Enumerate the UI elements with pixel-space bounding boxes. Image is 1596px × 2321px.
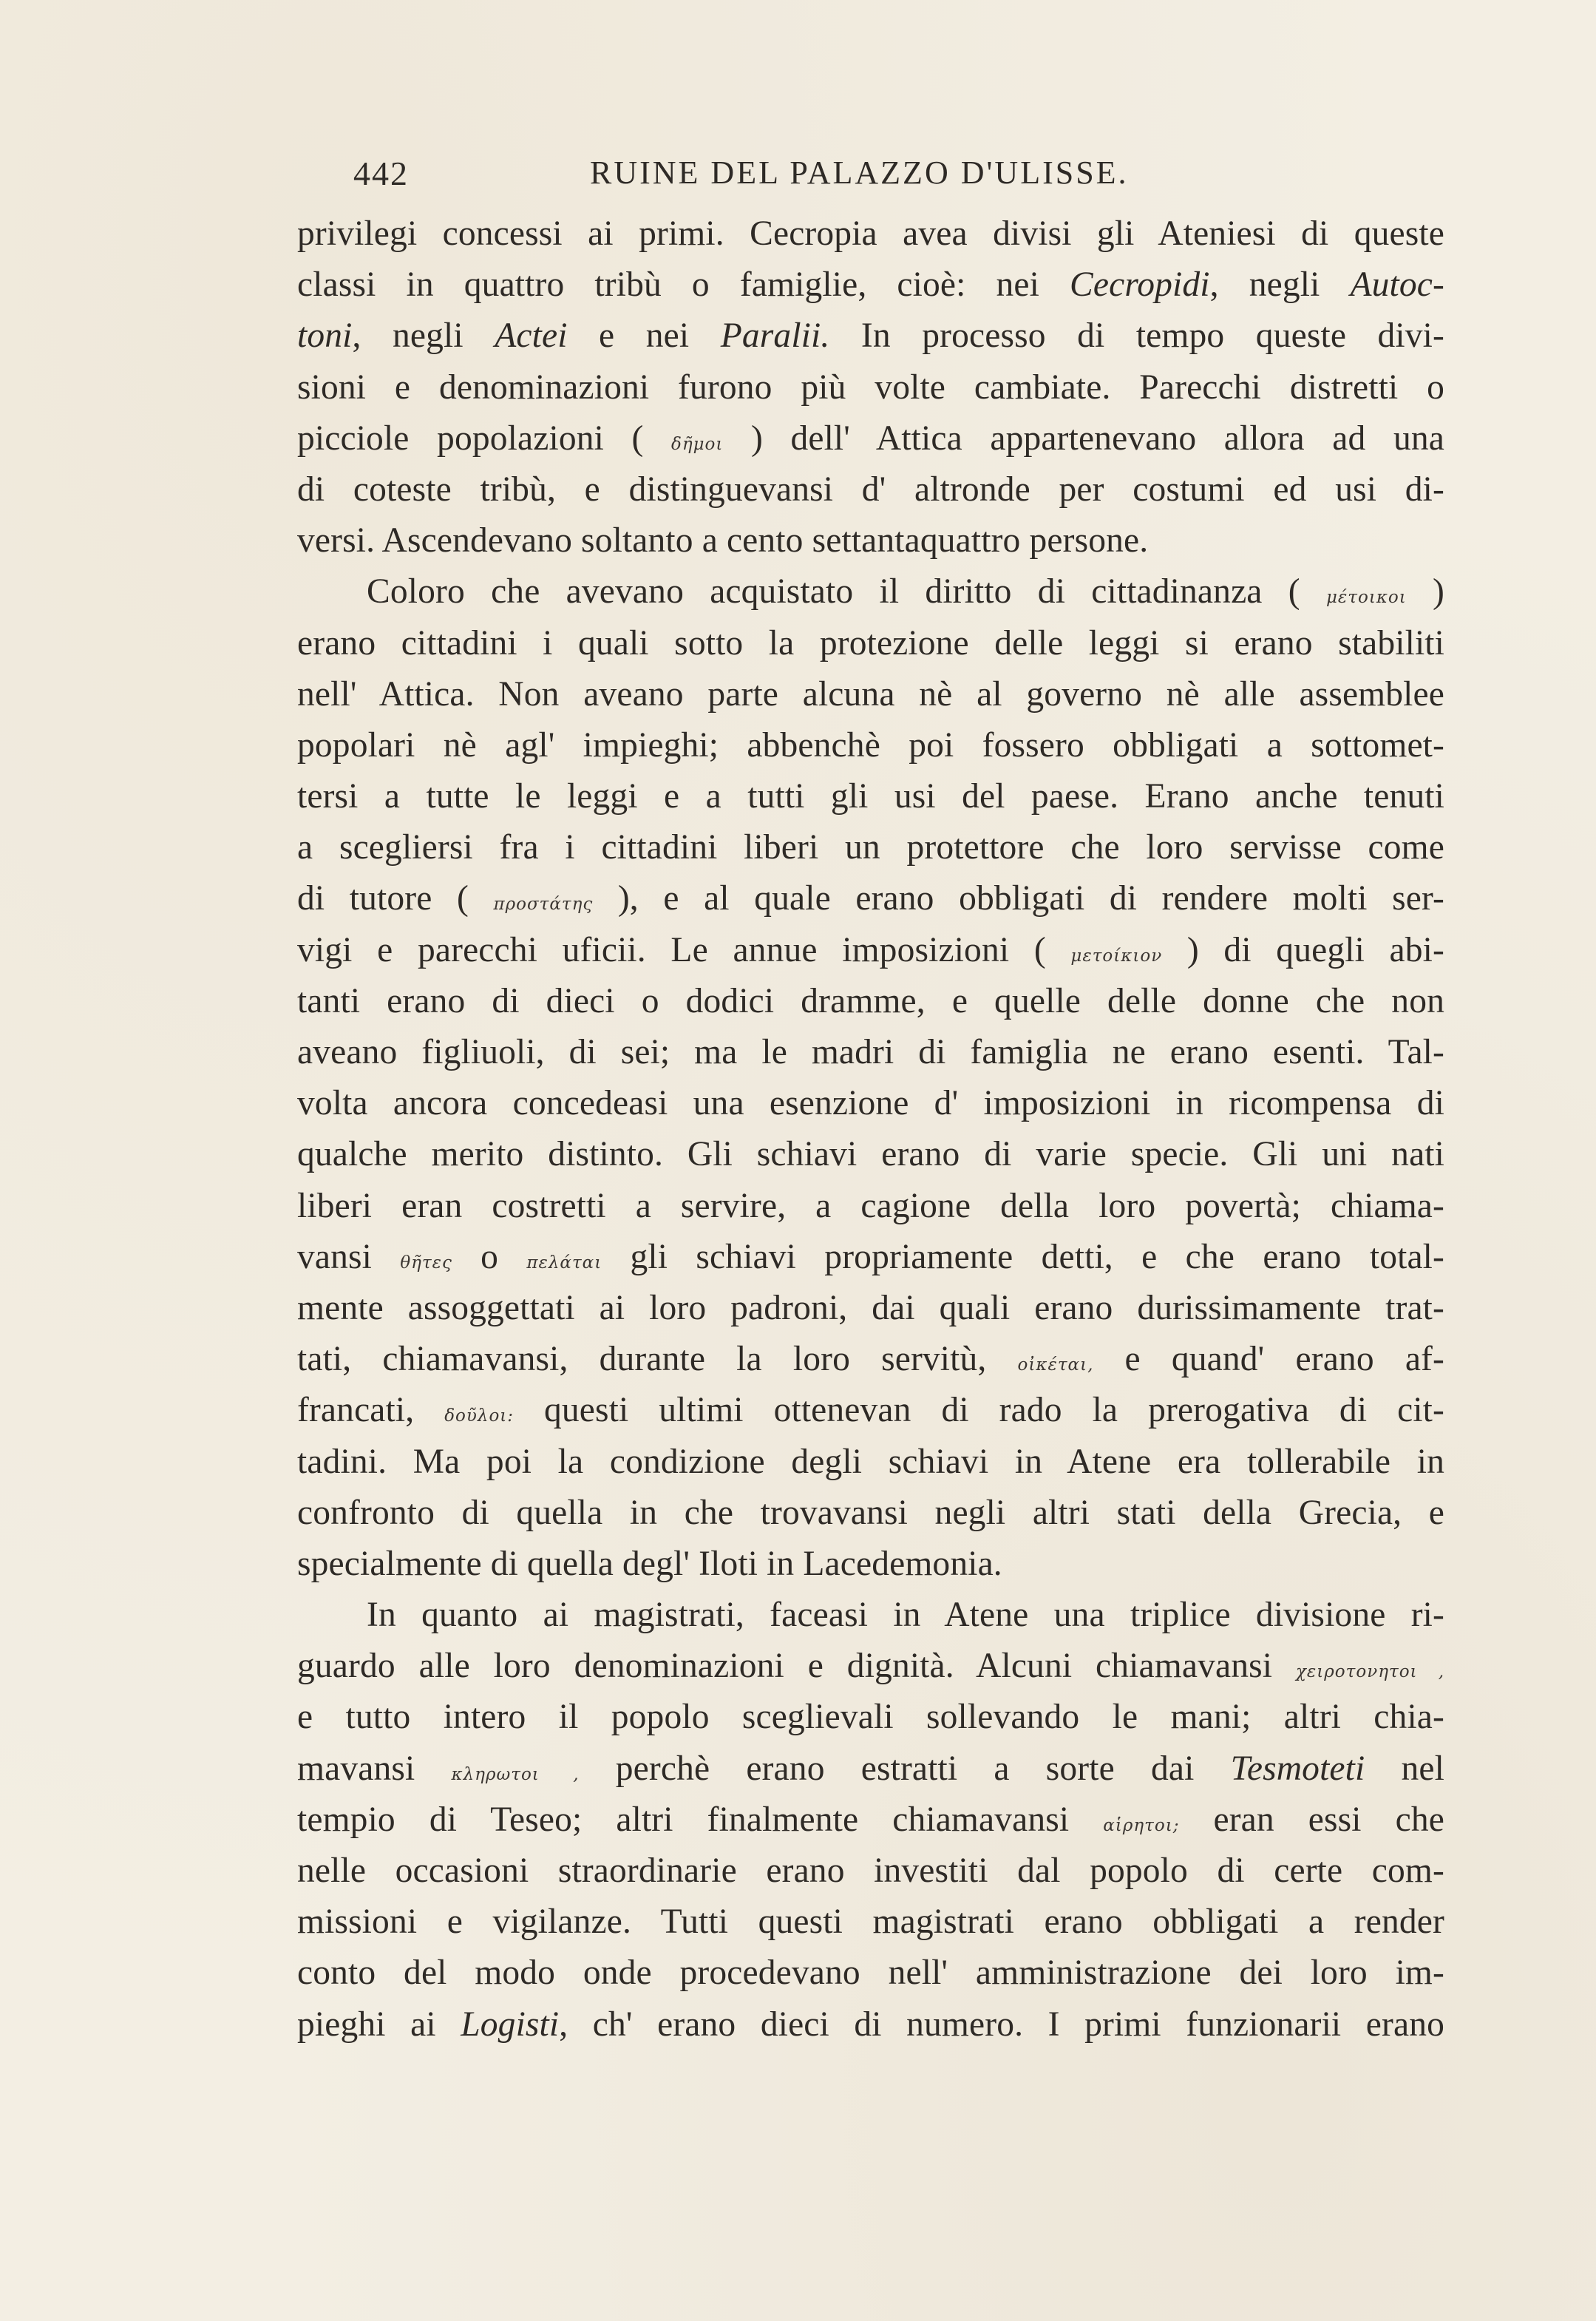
text-run: qualche merito distinto. Gli schiavi erano di varie specie. Gli uni nati [297, 1135, 1444, 1174]
text-line [297, 720, 1444, 771]
text-run: tersi a tutte le leggi e a tutti gli usi del paese. Erano anche tenuti [297, 777, 1444, 816]
text-run: guardo alle loro denominazioni e dignità. Alcuni chiamavansi [297, 1647, 1296, 1686]
text-run: nell' Attica. Non aveano parte alcuna nè al governo nè alle assemblee [297, 674, 1444, 714]
text-run: conto del modo onde procedevano nell' amministrazione dei loro im- [297, 1954, 1444, 1993]
text-line [297, 464, 1444, 515]
text-run: versi. Ascendevano soltanto a cento settantaquattro persone. [297, 521, 1149, 560]
greek-term: δοῦλοι: [444, 1406, 515, 1426]
text-run: mente assoggettati ai loro padroni, dai quali erano durissimamente trat- [297, 1288, 1444, 1327]
text-line [297, 976, 1444, 1027]
text-line [297, 1488, 1444, 1539]
greek-term: χειροτονητοι , [1295, 1662, 1445, 1682]
text-line [297, 362, 1444, 413]
greek-term: οἰκέται, [1017, 1355, 1094, 1375]
text-run: Coloro che avevano acquistato il diritto di cittadinanza ( [367, 572, 1326, 611]
greek-term: προστάτης [493, 895, 594, 915]
running-title: RUINE DEL PALAZZO D'ULISSE. [590, 155, 1129, 191]
text-line [297, 413, 1444, 464]
greek-term: πελάται [526, 1253, 602, 1273]
greek-term: κληρωτοι , [451, 1764, 580, 1784]
text-line [297, 1181, 1444, 1232]
text-run: gli schiavi propriamente detti, e che erano total- [602, 1237, 1444, 1276]
text-run: e tutto intero il popolo sceglievali sollevando le mani; altri chia- [297, 1698, 1444, 1737]
page-header [353, 154, 1480, 206]
text-run: picciole popolazioni ( [297, 419, 671, 458]
text-line [297, 1078, 1444, 1129]
text-run: missioni e vigilanze. Tutti questi magistrati erano obbligati a render [297, 1902, 1444, 1942]
text-line [297, 822, 1444, 873]
text-line [297, 1744, 1444, 1795]
text-run: tati, chiamavansi, durante la loro servitù, [297, 1340, 1018, 1379]
text-line [297, 1437, 1444, 1488]
text-line [297, 1027, 1444, 1078]
text-line [297, 260, 1444, 311]
text-run: nel [1365, 1749, 1444, 1788]
text-line [297, 669, 1444, 720]
text-run: tempio di Teseo; altri finalmente chiamavansi [297, 1800, 1104, 1839]
text-run: erano cittadini i quali sotto la protezione delle leggi si erano stabiliti [297, 623, 1444, 663]
text-line [297, 1948, 1444, 1999]
greek-term: δῆμοι [670, 434, 724, 454]
text-line [297, 1692, 1444, 1743]
text-line [297, 1232, 1444, 1283]
text-run: ) di quegli abi- [1162, 930, 1444, 969]
text-run: In quanto ai magistrati, faceasi in Atene una triplice divisione ri- [367, 1596, 1444, 1635]
text-run: popolari nè agl' impieghi; abbenchè poi fossero obbligati a sottomet- [297, 725, 1444, 765]
text-run: privilegi concessi ai primi. Cecropia avea divisi gli Ateniesi di queste [297, 214, 1444, 253]
text-line [297, 873, 1444, 924]
text-run: perchè erano estratti a sorte dai [579, 1749, 1231, 1788]
italic-term: Cecropidi [1070, 265, 1210, 305]
italic-term: toni [297, 316, 353, 356]
text-run: e quand' erano af- [1093, 1340, 1444, 1379]
text-line [297, 209, 1444, 260]
text-run: mavansi [297, 1749, 452, 1788]
text-run: tanti erano di dieci o dodici dramme, e quelle delle donne che non [297, 981, 1444, 1020]
text-run: , ch' erano dieci di numero. I primi funzionarii erano [559, 2005, 1444, 2044]
text-run: specialmente di quella degl' Iloti in Lacedemonia. [297, 1544, 1002, 1583]
text-line [297, 1897, 1444, 1948]
text-line [297, 1283, 1444, 1334]
text-run: nelle occasioni straordinarie erano investiti dal popolo di certe com- [297, 1851, 1444, 1890]
text-run: classi in quattro tribù o famiglie, cioè: nei [297, 265, 1070, 305]
text-run: questi ultimi ottenevan di rado la prerogativa di cit- [514, 1391, 1444, 1430]
text-run: aveano figliuoli, di sei; ma le madri di famiglia ne erano esenti. Tal- [297, 1033, 1444, 1071]
text-run: confronto di quella in che trovavansi negli altri stati della Grecia, e [297, 1493, 1444, 1532]
text-run: a scegliersi fra i cittadini liberi un protettore che loro servisse come [297, 828, 1444, 867]
text-line [297, 1539, 1444, 1590]
text-run: liberi eran costretti a servire, a cagione della loro povertà; chiama- [297, 1186, 1444, 1225]
text-line [297, 1641, 1444, 1692]
text-run: , negli [352, 316, 495, 356]
text-line [297, 618, 1444, 669]
text-run: ) [1406, 572, 1444, 611]
text-line [297, 1590, 1444, 1641]
italic-term: Paralii. [720, 316, 830, 356]
page-number: 442 [353, 155, 409, 192]
text-run: tadini. Ma poi la condizione degli schiavi in Atene era tollerabile in [297, 1442, 1444, 1481]
text-run: o [452, 1237, 527, 1276]
text-run: vansi [297, 1237, 401, 1276]
greek-term: θῆτες [400, 1253, 452, 1273]
text-line [297, 771, 1444, 822]
greek-term: μετοίκιον [1070, 946, 1163, 966]
text-run: e nei [567, 316, 721, 356]
italic-term: Actei [495, 316, 568, 356]
text-run: , negli [1209, 265, 1351, 305]
text-line [297, 1846, 1444, 1897]
text-line [297, 1334, 1444, 1385]
text-run: In processo di tempo queste divi- [829, 316, 1444, 356]
text-line [297, 566, 1444, 617]
text-line [297, 1129, 1444, 1180]
text-run: eran essi che [1179, 1800, 1444, 1839]
text-run: volta ancora concedeasi una esenzione d' imposizioni in ricompensa di [297, 1084, 1444, 1123]
text-line [297, 515, 1444, 566]
text-run: di coteste tribù, e distinguevansi d' altronde per costumi ed usi di- [297, 470, 1444, 509]
text-run: sioni e denominazioni furono più volte cambiate. Parecchi distretti o [297, 367, 1444, 407]
text-run: di tutore ( [297, 879, 494, 918]
body-text [297, 209, 1444, 2050]
text-run: francati, [297, 1391, 445, 1430]
text-line [297, 1999, 1444, 2050]
text-line [297, 925, 1444, 976]
text-line [297, 311, 1444, 362]
text-run: ), e al quale erano obbligati di rendere molti ser- [593, 879, 1444, 918]
text-line [297, 1385, 1444, 1436]
text-line [297, 1795, 1444, 1846]
text-run: ) dell' Attica appartenevano allora ad una [723, 419, 1444, 458]
italic-term: Autoc- [1350, 265, 1444, 305]
text-run: vigi e parecchi uficii. Le annue imposizioni ( [297, 930, 1071, 969]
greek-term: αἱρητοι; [1103, 1815, 1180, 1835]
italic-term: Tesmoteti [1230, 1749, 1365, 1788]
greek-term: μέτοικοι [1325, 588, 1407, 608]
text-run: pieghi ai [297, 2005, 461, 2044]
italic-term: Logisti [461, 2005, 560, 2044]
